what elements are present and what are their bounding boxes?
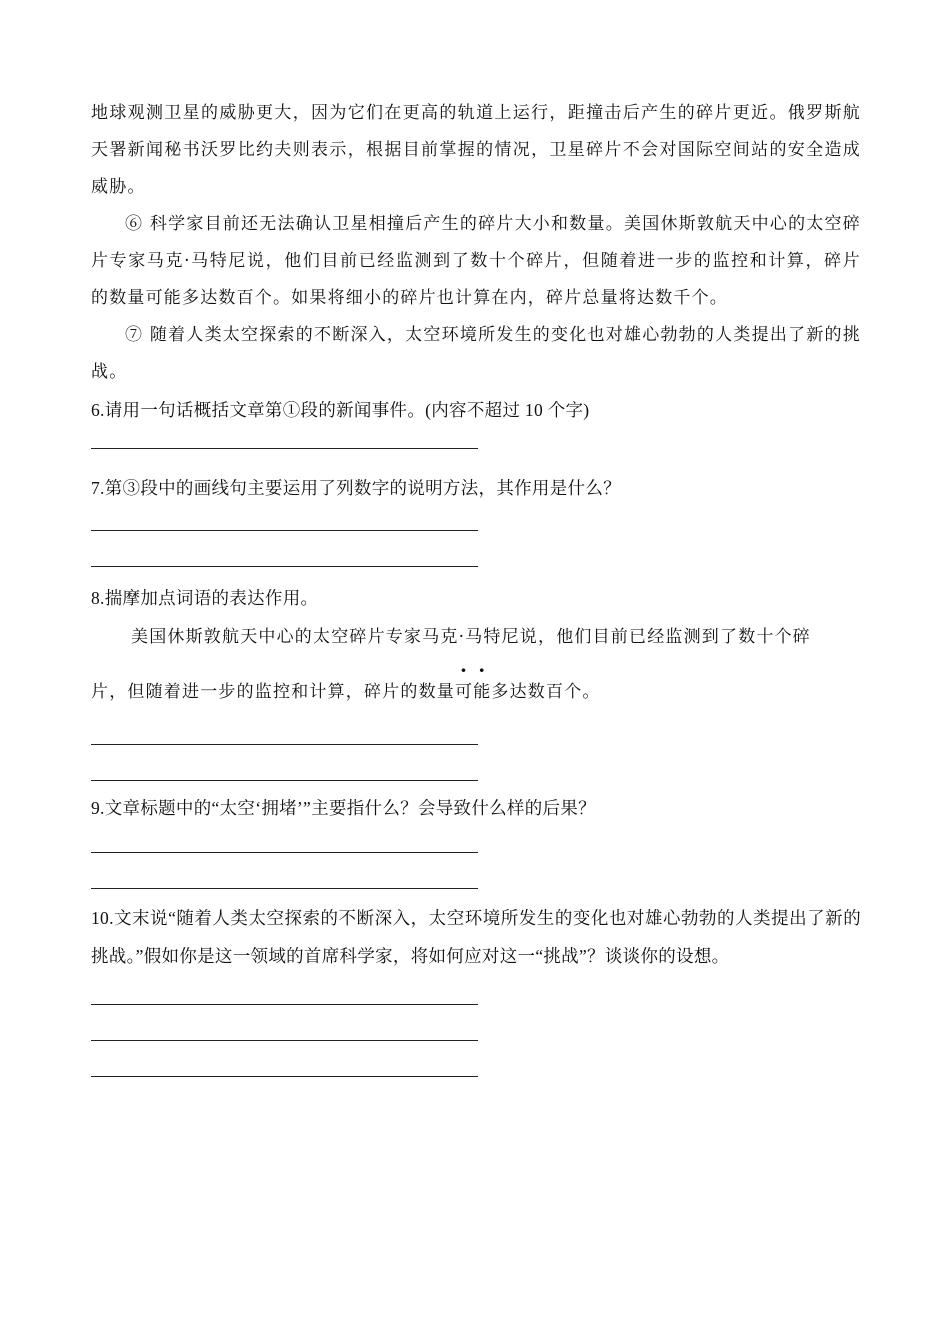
question-6: 6.请用一句话概括文章第①段的新闻事件。(内容不超过 10 个字) xyxy=(91,400,590,420)
answer-line-q10-1[interactable] xyxy=(91,975,478,1005)
question-9: 9.文章标题中的“太空‘拥堵’”主要指什么？会导致什么样的后果？ xyxy=(91,798,596,818)
dotted-char-ke: 可 xyxy=(455,682,474,702)
answer-line-q10-2[interactable] xyxy=(91,1005,478,1041)
article-paragraph-7: ⑦ 随着人类太空探索的不断深入，太空环境所发生的变化也对雄心勃勃的人类提出了新的挑战。 xyxy=(91,325,861,382)
dotted-char-neng: 能 xyxy=(473,682,492,702)
answer-line-q8-1[interactable] xyxy=(91,707,478,745)
worksheet-page xyxy=(91,95,861,1077)
question-8: 8.揣摩加点词语的表达作用。 xyxy=(91,588,319,608)
answer-line-q6-1[interactable] xyxy=(91,427,478,449)
answer-line-q9-2[interactable] xyxy=(91,853,478,889)
quote-text-part-b: 多达数百个。 xyxy=(491,682,601,702)
quote-text-part-a: 片，但随着进一步的监控和计算，碎片的数量 xyxy=(91,682,455,702)
answer-line-q8-2[interactable] xyxy=(91,745,478,781)
question-7: 7.第③段中的画线句主要运用了列数字的说明方法，其作用是什么？ xyxy=(91,478,621,498)
question-8-quote-line-2 xyxy=(91,677,861,707)
answer-line-q7-2[interactable] xyxy=(91,531,478,567)
answer-line-q10-3[interactable] xyxy=(91,1041,478,1077)
answer-line-q9-1[interactable] xyxy=(91,825,478,853)
question-10: 10.文末说“随着人类太空探索的不断深入，太空环境所发生的变化也对雄心勃勃的人类提出了新的挑战。”假如你是这一领域的首席科学家，将如何应对这一“挑战”？谈谈你的设想。 xyxy=(91,908,861,966)
article-paragraph-continued: 地球观测卫星的威胁更大，因为它们在更高的轨道上运行，距撞击后产生的碎片更近。俄罗斯航天署新闻秘书沃罗比约夫则表示，根据目前掌握的情况，卫星碎片不会对国际空间站的安全造成威胁。 xyxy=(91,103,861,197)
question-8-quote-line-1: 美国休斯敦航天中心的太空碎片专家马克·马特尼说，他们目前已经监测到了数十个碎 xyxy=(131,627,812,647)
answer-line-q7-1[interactable] xyxy=(91,505,478,531)
article-paragraph-6: ⑥ 科学家目前还无法确认卫星相撞后产生的碎片大小和数量。美国休斯敦航天中心的太空碎片专家马克·马特尼说，他们目前已经监测到了数十个碎片，但随着进一步的监控和计算，碎片的数量可能多达数百个。如果将细小的碎片也计算在内，碎片总量将达数千个。 xyxy=(91,214,861,308)
